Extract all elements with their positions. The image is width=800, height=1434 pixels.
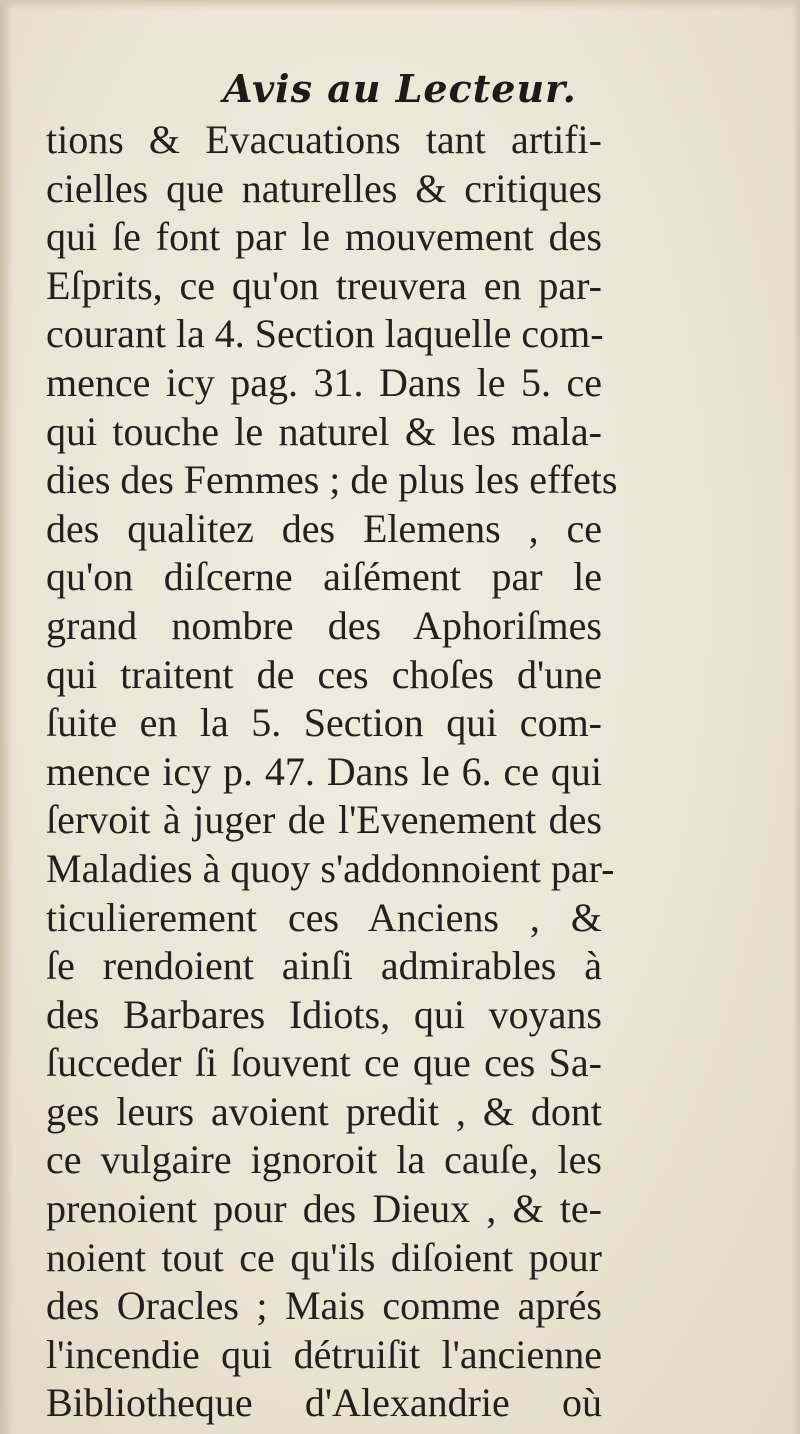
text-line: ſuite en la 5. Section qui com- <box>46 700 602 746</box>
text-line: grand nombre des Aphoriſmes <box>46 602 602 648</box>
text-line: des Oracles ; Mais comme aprés <box>46 1283 602 1329</box>
text-line: Eſprits, ce qu'on treuvera en par- <box>46 262 602 308</box>
text-line: noient tout ce qu'ils diſoient pour <box>46 1234 602 1280</box>
text-line: des qualitez des Elemens , ce <box>46 505 602 551</box>
top-edge-shadow <box>0 0 800 10</box>
text-line: qui traitent de ces choſes d'une <box>46 651 602 697</box>
text-line: ſe rendoient ainſi admirables à <box>46 943 602 989</box>
text-line: qu'on diſcerne aiſément par le <box>46 554 602 600</box>
text-line: Bibliotheque d'Alexandrie où <box>46 1380 602 1426</box>
running-head: Avis au Lecteur. <box>223 66 577 111</box>
text-line: ticulierement ces Anciens , & <box>46 894 602 940</box>
text-line: ſervoit à juger de l'Evenement des <box>46 797 602 843</box>
text-line: Maladies à quoy s'addonnoient par- <box>46 845 615 891</box>
body-text <box>46 116 618 1428</box>
text-line: ſucceder ſi ſouvent ce que ces Sa- <box>46 1040 602 1086</box>
text-line: mence icy p. 47. Dans le 6. ce qui <box>46 748 602 794</box>
text-line: qui touche le naturel & les mala- <box>46 408 602 454</box>
text-line: mence icy pag. 31. Dans le 5. ce <box>46 359 602 405</box>
text-line: cielles que naturelles & critiques <box>46 165 602 211</box>
text-line: prenoient pour des Dieux , & te- <box>46 1186 602 1232</box>
text-line: qui ſe font par le mouvement des <box>46 214 602 260</box>
text-line: ce vulgaire ignoroit la cauſe, les <box>46 1137 602 1183</box>
text-line: courant la 4. Section laquelle com- <box>46 311 604 357</box>
text-line: l'incendie qui détruiſit l'ancienne <box>46 1331 602 1377</box>
text-line: des Barbares Idiots, qui voyans <box>46 991 602 1037</box>
text-line: dies des Femmes ; de plus les effets <box>46 457 618 503</box>
text-line: tions & Evacuations tant artifi- <box>46 117 602 162</box>
text-line: ges leurs avoient predit , & dont <box>46 1088 602 1134</box>
gutter-shadow <box>0 0 14 1434</box>
right-page-edge <box>792 0 800 1434</box>
